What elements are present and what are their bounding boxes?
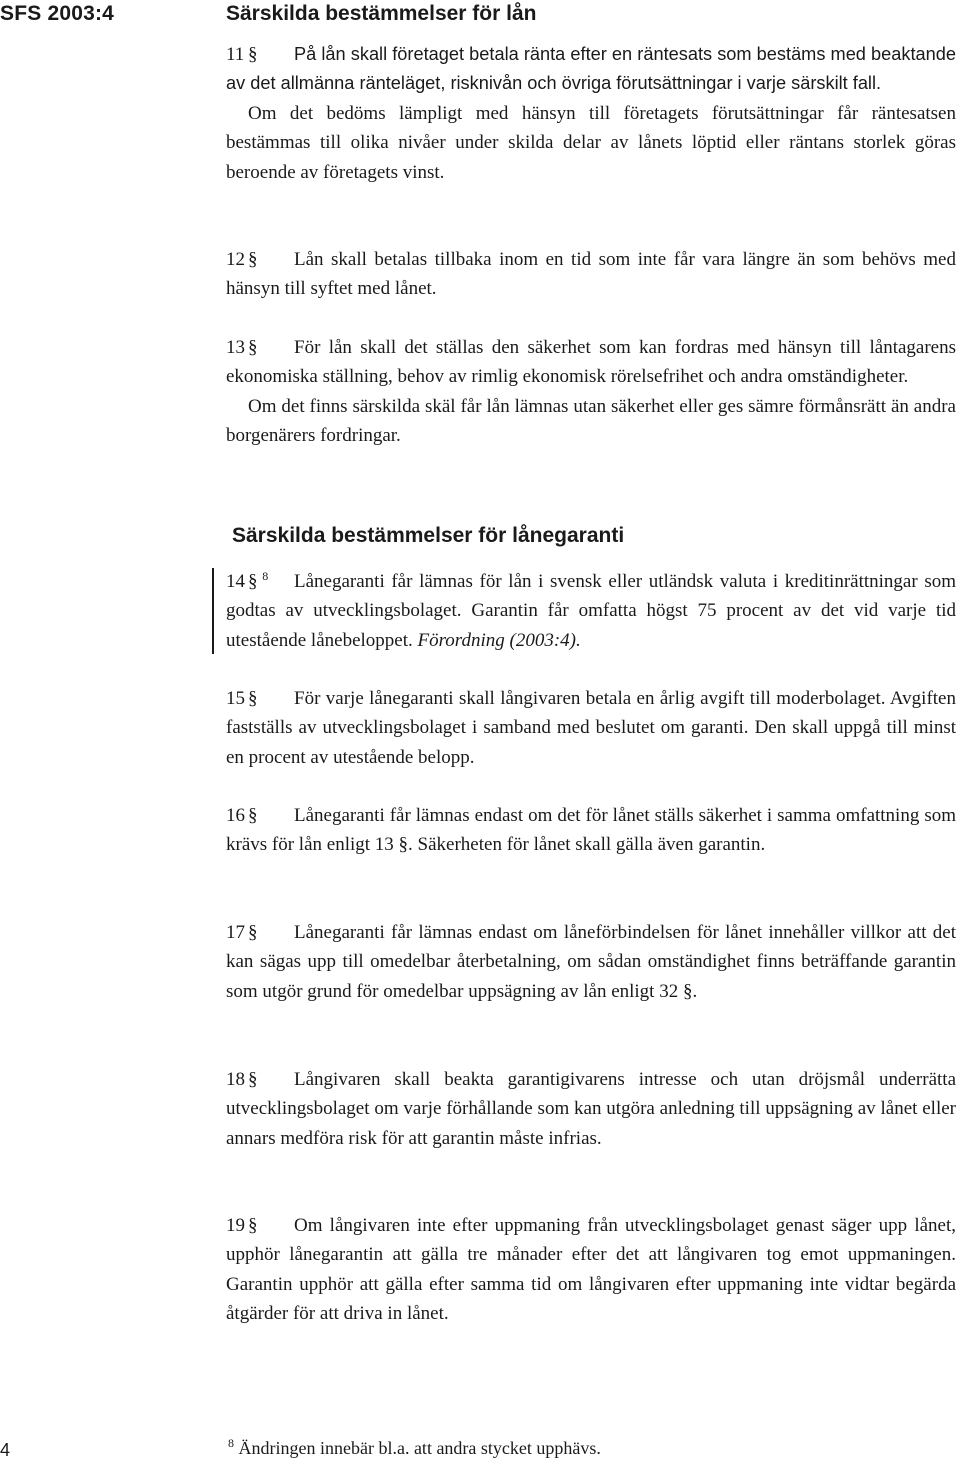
section-number: 12 [226,249,245,270]
section-number: 11 [226,44,245,65]
section-19 [226,1211,956,1329]
section-text: Lånegaranti får lämnas endast om låneförbindelsen för lånet innehåller villkor att det kan sägas upp till omedelbar återbetalning, om sådan omständighet finns beträffande garantin som utgör grund för omedelbar uppsägning av lån enligt 32 [226,922,956,1002]
section-sign: § [248,922,258,943]
section-15-paragraph-1 [226,684,956,772]
section-sign: § [248,805,258,826]
footnote-text: Ändringen innebär bl.a. att andra stycket upphävs. [238,1438,601,1458]
section-19-paragraph-1 [226,1211,956,1329]
section-text: På lån skall företaget betala ränta efter en räntesats som bestäms med beaktande av det allmänna ränteläget, risknivån och övriga förutsättningar i varje särskilt fall. [226,44,956,94]
section-number: 16 [226,805,245,826]
section-text: Om det bedöms lämpligt med hänsyn till företagets förutsättningar får räntesatsen bestämmas till olika nivåer under skilda delar av lånets löptid eller räntans storlek göras beroende av företagets vinst. [226,102,956,183]
section-sign: § [248,1069,258,1090]
section-heading-loans: Särskilda bestämmelser för lån [226,2,537,25]
section-number: 18 [226,1069,245,1090]
section-text: För lån skall det ställas den säkerhet som kan fordras med hänsyn till låntagarens ekonomiska ställning, behov av rimlig ekonomisk rörelsefrihet och andra omständigheter. [226,337,956,388]
section-11 [226,40,956,187]
section-text: Om det finns särskilda skäl får lån lämnas utan säkerhet eller ges sämre förmånsrätt än andra borgenärers fordringar. [226,395,956,447]
section-text: . Säkerheten för lånet skall gälla även garantin. [408,834,766,856]
section-17-paragraph-1 [226,918,956,1006]
section-14-paragraph-1 [226,567,956,655]
section-sign: § [248,249,258,270]
section-number: 14 [226,571,245,592]
footnote [228,1438,601,1459]
section-number: 13 [226,337,245,358]
ordinance-reference: Förordning (2003:4). [417,629,581,651]
section-sign-inline: § [682,980,693,1002]
section-sign: § $^8$ [248,569,269,592]
section-18 [226,1065,956,1153]
sfs-number: SFS 2003:4 [0,2,115,25]
section-13-paragraph-1 [226,333,956,392]
section-11-paragraph-2 [226,99,956,187]
section-sign-inline: § [398,834,409,856]
section-16 [226,801,956,860]
section-text: Långivaren skall beakta garantigivarens intresse och utan dröjsmål underrätta utvecklingsbolaget om varje förhållande som kan utgöra anledning till uppsägning av lånet eller annars medföra risk för att garantin måste infrias. [226,1069,956,1149]
section-text: För varje lånegaranti skall långivaren betala en årlig avgift till moderbolaget. Avgiften fastställs av utvecklingsbolaget i samband med beslutet om garanti. Den skall uppgå till minst en procent av utestående belopp. [226,688,956,768]
page-number: 4 [0,1440,11,1460]
section-sign: § [248,44,258,65]
change-bar [212,568,214,654]
section-16-paragraph-1 [226,801,956,860]
footnote-number: 8 [228,1436,234,1450]
section-15 [226,684,956,772]
section-13 [226,333,956,451]
section-text: . [692,980,698,1002]
section-11-paragraph-1 [226,40,956,99]
section-18-paragraph-1 [226,1065,956,1153]
section-sign: § [248,337,258,358]
section-text: Lån skall betalas tillbaka inom en tid som inte får vara längre än som behövs med hänsyn till syftet med lånet. [226,249,956,300]
section-17 [226,918,956,1006]
section-number: 15 [226,688,245,709]
section-heading-loan-guarantee: Särskilda bestämmelser för lånegaranti [232,524,625,547]
section-text: Lånegaranti får lämnas endast om det för lånet ställs säkerhet i samma omfattning som krävs för lån enligt 13 [226,805,956,856]
section-sign: § [248,688,258,709]
section-14 [226,567,956,655]
section-sign: § [248,1215,258,1236]
footnote-reference[interactable]: 8 [262,569,269,583]
section-number: 19 [226,1215,245,1236]
section-12-paragraph-1 [226,245,956,304]
section-text: Om långivaren inte efter uppmaning från utvecklingsbolaget genast säger upp lånet, upphör lånegarantin att gälla tre månader efter det att långivaren tog emot uppmaningen. Garantin upphör att gälla efter samma tid om långivaren efter uppmaning inte vidtar begärda åtgärder för att driva in lånet. [226,1215,956,1325]
section-13-paragraph-2 [226,392,956,451]
section-12 [226,245,956,304]
section-text: Lånegaranti får lämnas för lån i svensk eller utländsk valuta i kreditinrättningar som godtas av utvecklingsbolaget. Garantin får omfatta högst 75 procent av det vid varje tid utestående lånebeloppet. [226,571,956,651]
section-number: 17 [226,922,245,943]
